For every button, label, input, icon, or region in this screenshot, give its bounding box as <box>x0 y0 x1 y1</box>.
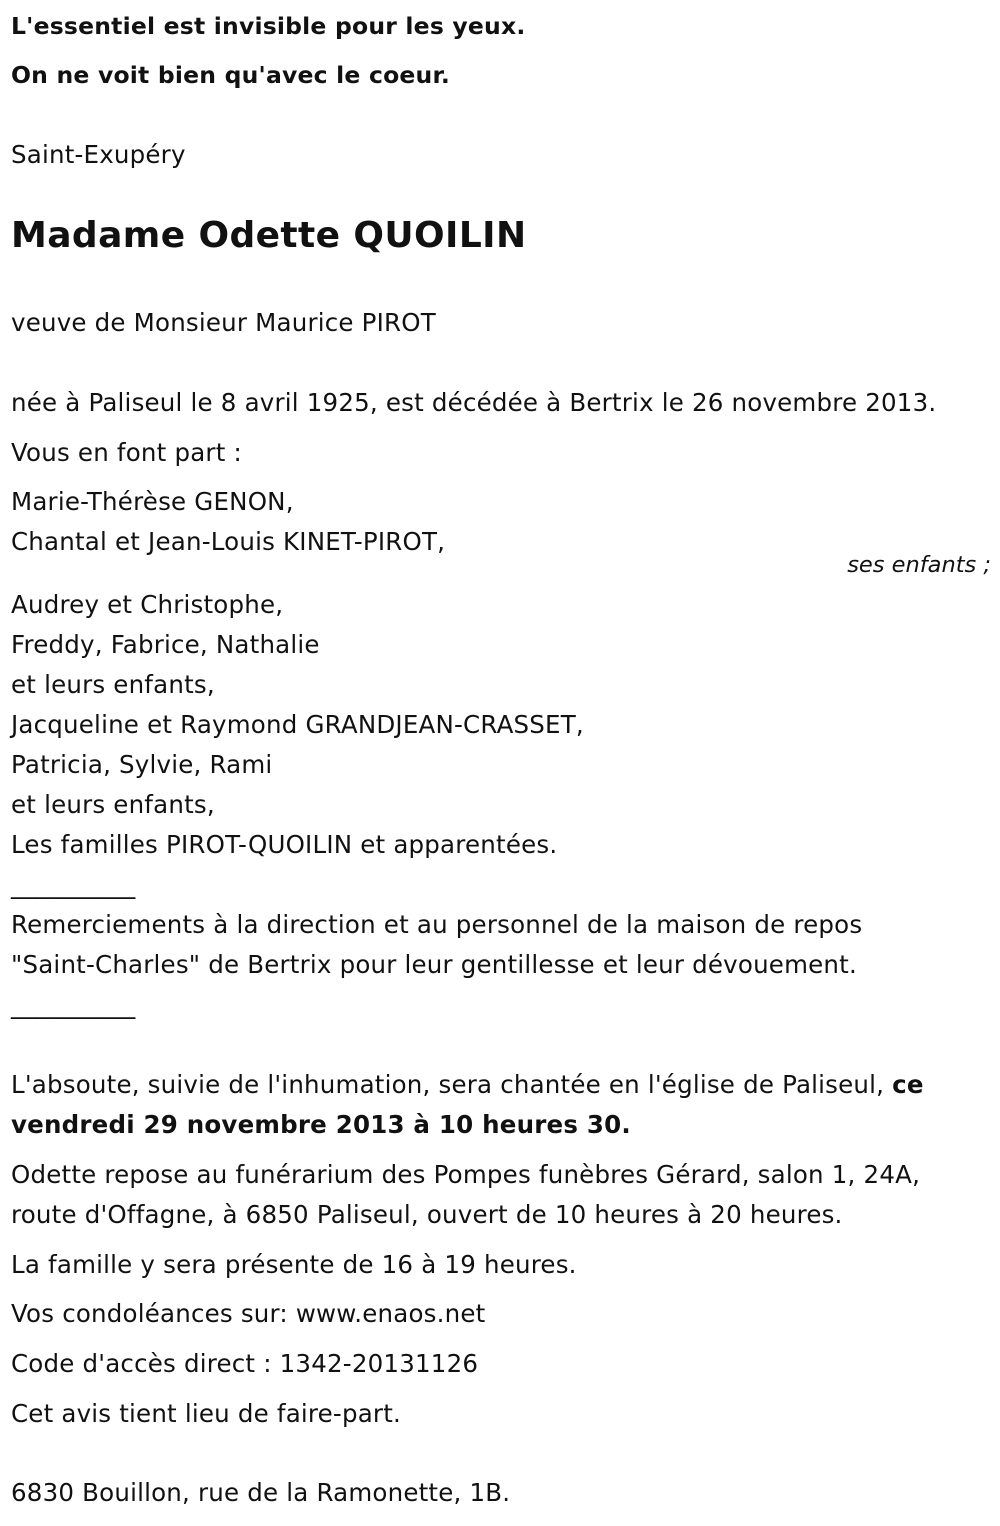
thanks-line-2: "Saint-Charles" de Bertrix pour leur gentillesse et leur dévouement. <box>11 950 857 979</box>
deceased-name: Madame Odette QUOILIN <box>11 215 527 256</box>
family-member: Jacqueline et Raymond GRANDJEAN-CRASSET, <box>11 710 584 739</box>
ceremony-date-start: ce <box>892 1070 924 1099</box>
address: 6830 Bouillon, rue de la Ramonette, 1B. <box>11 1478 511 1507</box>
funeral-home-line-1: Odette repose au funérarium des Pompes funèbres Gérard, salon 1, 24A, <box>11 1160 921 1189</box>
family-member: Patricia, Sylvie, Rami <box>11 750 273 779</box>
announcement-intro: Vous en font part : <box>11 438 242 467</box>
condolences: Vos condoléances sur: www.enaos.net <box>11 1299 486 1328</box>
notice-statement: Cet avis tient lieu de faire-part. <box>11 1399 401 1428</box>
thanks-line-1: Remerciements à la direction et au personnel de la maison de repos <box>11 910 863 939</box>
children-label: ses enfants ; <box>847 552 991 578</box>
family-presence: La famille y sera présente de 16 à 19 heures. <box>11 1250 577 1279</box>
quote-author: Saint-Exupéry <box>11 140 186 169</box>
child-2: Chantal et Jean-Louis KINET-PIROT, <box>11 527 446 556</box>
family-member: Audrey et Christophe, <box>11 590 284 619</box>
funeral-home-line-2: route d'Offagne, à 6850 Paliseul, ouvert de 10 heures à 20 heures. <box>11 1200 843 1229</box>
access-code: Code d'accès direct : 1342-20131126 <box>11 1349 479 1378</box>
family-member: et leurs enfants, <box>11 670 215 699</box>
separator-1: __________ <box>11 870 136 899</box>
child-1: Marie-Thérèse GENON, <box>11 487 294 516</box>
ceremony-line-1 <box>11 1069 924 1101</box>
separator-2: __________ <box>11 990 136 1019</box>
widow-of: veuve de Monsieur Maurice PIROT <box>11 308 436 337</box>
quote-line-1: L'essentiel est invisible pour les yeux. <box>11 12 526 40</box>
family-member: Freddy, Fabrice, Nathalie <box>11 630 320 659</box>
ceremony-date: vendredi 29 novembre 2013 à 10 heures 30. <box>11 1110 631 1139</box>
family-member: et leurs enfants, <box>11 790 215 819</box>
quote-line-2: On ne voit bien qu'avec le coeur. <box>11 61 451 89</box>
ceremony-text: L'absoute, suivie de l'inhumation, sera chantée en l'église de Paliseul, <box>11 1070 893 1099</box>
birth-death: née à Paliseul le 8 avril 1925, est décédée à Bertrix le 26 novembre 2013. <box>11 388 937 417</box>
family-member: Les familles PIROT-QUOILIN et apparentées. <box>11 830 558 859</box>
